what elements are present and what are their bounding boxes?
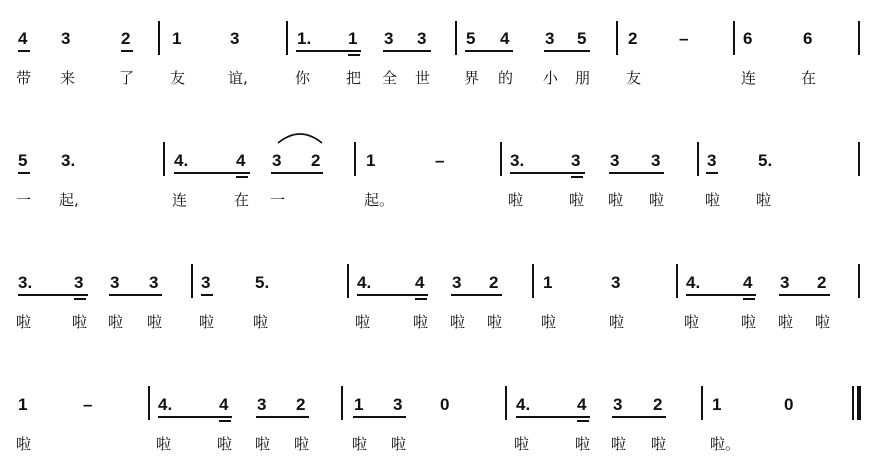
note: 3 xyxy=(110,273,120,292)
lyric: 界 xyxy=(464,69,480,87)
note: 3 xyxy=(61,29,71,48)
lyric: 啦 xyxy=(72,313,88,331)
note: 4. xyxy=(174,151,189,170)
note: 4 xyxy=(219,395,229,414)
barline xyxy=(858,21,860,55)
note: 3. xyxy=(18,273,33,292)
note: 3 xyxy=(74,273,84,292)
note: 6 xyxy=(743,29,753,48)
lyric: 啦。 xyxy=(710,435,741,453)
lyric: 啦 xyxy=(541,313,557,331)
note: 2 xyxy=(121,29,131,48)
lyric: 啦 xyxy=(651,435,667,453)
final-barline-thin xyxy=(852,386,854,420)
note: 4. xyxy=(516,395,531,414)
lyric: 了 xyxy=(119,69,135,87)
note: 3 xyxy=(613,395,623,414)
underline xyxy=(571,176,583,178)
lyric: 啦 xyxy=(684,313,700,331)
lyric: 友 xyxy=(626,69,642,87)
note: 3 xyxy=(610,151,620,170)
lyric: 啦 xyxy=(609,313,625,331)
lyric: 啦 xyxy=(514,435,530,453)
barline xyxy=(858,142,860,176)
underline xyxy=(158,416,232,418)
barline xyxy=(286,21,288,55)
note: 0 xyxy=(440,395,450,414)
lyric: 啦 xyxy=(217,435,233,453)
lyric: 啦 xyxy=(352,435,368,453)
lyric: 全 xyxy=(382,69,398,87)
underline xyxy=(609,172,664,174)
underline xyxy=(357,294,428,296)
note: 3 xyxy=(571,151,581,170)
underline xyxy=(109,294,162,296)
lyric: 啦 xyxy=(355,313,371,331)
barline xyxy=(163,142,165,176)
note: 5 xyxy=(577,29,587,48)
lyric: 啦 xyxy=(199,313,215,331)
lyric: 连 xyxy=(741,69,757,87)
underline xyxy=(510,172,585,174)
lyric: 谊, xyxy=(228,69,248,87)
note: 2 xyxy=(489,273,499,292)
underline xyxy=(296,50,361,52)
underline xyxy=(353,416,406,418)
note: 3 xyxy=(384,29,394,48)
lyric: 啦 xyxy=(450,313,466,331)
note: 2 xyxy=(817,273,827,292)
lyric: 连 xyxy=(172,191,188,209)
underline xyxy=(201,294,213,296)
note: 4 xyxy=(236,151,246,170)
lyric: 友 xyxy=(170,69,186,87)
note: 3 xyxy=(257,395,267,414)
lyric: 世 xyxy=(415,69,431,87)
lyric: 啦 xyxy=(255,435,271,453)
lyric: 一 xyxy=(270,191,286,209)
barline xyxy=(500,142,502,176)
note: – xyxy=(435,151,445,170)
barline xyxy=(701,386,703,420)
note: 1. xyxy=(297,29,312,48)
note: 3 xyxy=(393,395,403,414)
note: 4. xyxy=(686,273,701,292)
barline xyxy=(505,386,507,420)
note: 3 xyxy=(611,273,621,292)
underline xyxy=(415,298,427,300)
underline xyxy=(451,294,502,296)
note: 5 xyxy=(466,29,476,48)
note: 1 xyxy=(172,29,182,48)
underline xyxy=(18,294,88,296)
lyric: 啦 xyxy=(391,435,407,453)
underline xyxy=(465,50,513,52)
underline xyxy=(18,172,30,174)
barline xyxy=(532,264,534,298)
lyric: 把 xyxy=(346,69,362,87)
underline xyxy=(743,298,755,300)
lyric: 啦 xyxy=(413,313,429,331)
note: 3 xyxy=(452,273,462,292)
barline xyxy=(354,142,356,176)
note: 3. xyxy=(61,151,76,170)
underline xyxy=(121,50,133,52)
underline xyxy=(612,416,666,418)
barline xyxy=(697,142,699,176)
note: 5. xyxy=(255,273,270,292)
lyric: 啦 xyxy=(16,435,32,453)
note: 3 xyxy=(545,29,555,48)
note: 5 xyxy=(18,151,28,170)
note: 1 xyxy=(543,273,553,292)
underline xyxy=(174,172,250,174)
lyric: 啦 xyxy=(608,191,624,209)
barline xyxy=(733,21,735,55)
note: 3 xyxy=(272,151,282,170)
barline xyxy=(676,264,678,298)
lyric: 啦 xyxy=(815,313,831,331)
note: 6 xyxy=(803,29,813,48)
underline xyxy=(544,50,590,52)
underline xyxy=(383,50,431,52)
lyric: 啦 xyxy=(705,191,721,209)
lyric: 在 xyxy=(234,191,250,209)
note: 3 xyxy=(201,273,211,292)
note: 3 xyxy=(707,151,717,170)
underline xyxy=(348,54,360,56)
lyric: 的 xyxy=(498,69,514,87)
note: 4 xyxy=(743,273,753,292)
barline xyxy=(858,264,860,298)
note: 1 xyxy=(18,395,28,414)
lyric: 带 xyxy=(16,69,32,87)
note: 2 xyxy=(653,395,663,414)
lyric: 啦 xyxy=(741,313,757,331)
note: 2 xyxy=(296,395,306,414)
lyric: 啦 xyxy=(611,435,627,453)
note: 5. xyxy=(758,151,773,170)
lyric: 来 xyxy=(60,69,76,87)
barline xyxy=(341,386,343,420)
lyric: 啦 xyxy=(253,313,269,331)
underline xyxy=(686,294,756,296)
lyric: 啦 xyxy=(108,313,124,331)
note: 3 xyxy=(651,151,661,170)
lyric: 起。 xyxy=(364,191,395,209)
note: – xyxy=(679,29,689,48)
underline xyxy=(271,172,323,174)
barline xyxy=(148,386,150,420)
lyric: 啦 xyxy=(147,313,163,331)
underline xyxy=(706,172,718,174)
note: 3 xyxy=(780,273,790,292)
lyric: 啦 xyxy=(756,191,772,209)
underline xyxy=(18,50,30,52)
lyric: 啦 xyxy=(156,435,172,453)
note: 4 xyxy=(500,29,510,48)
note: 4. xyxy=(357,273,372,292)
note: – xyxy=(83,395,93,414)
note: 1 xyxy=(348,29,358,48)
lyric: 啦 xyxy=(16,313,32,331)
note: 3. xyxy=(510,151,525,170)
note: 4 xyxy=(18,29,28,48)
lyric: 啦 xyxy=(649,191,665,209)
underline xyxy=(219,420,231,422)
underline xyxy=(577,420,589,422)
note: 4. xyxy=(158,395,173,414)
note: 2 xyxy=(311,151,321,170)
lyric: 小 xyxy=(543,69,559,87)
underline xyxy=(779,294,830,296)
lyric: 你 xyxy=(295,69,311,87)
note: 4 xyxy=(577,395,587,414)
note: 0 xyxy=(784,395,794,414)
barline xyxy=(347,264,349,298)
lyric: 起, xyxy=(59,191,79,209)
underline xyxy=(516,416,590,418)
barline xyxy=(616,21,618,55)
note: 3 xyxy=(149,273,159,292)
note: 2 xyxy=(628,29,638,48)
lyric: 啦 xyxy=(778,313,794,331)
underline xyxy=(256,416,309,418)
barline xyxy=(455,21,457,55)
note: 3 xyxy=(417,29,427,48)
note: 1 xyxy=(712,395,722,414)
note: 4 xyxy=(415,273,425,292)
lyric: 在 xyxy=(801,69,817,87)
barline xyxy=(158,21,160,55)
lyric: 一 xyxy=(16,191,32,209)
note: 1 xyxy=(366,151,376,170)
barline xyxy=(191,264,193,298)
lyric: 啦 xyxy=(487,313,503,331)
lyric: 啦 xyxy=(294,435,310,453)
underline xyxy=(236,176,248,178)
final-barline-thick xyxy=(857,386,861,420)
note: 1 xyxy=(354,395,364,414)
lyric: 啦 xyxy=(569,191,585,209)
slur-mark xyxy=(277,130,323,144)
lyric: 啦 xyxy=(575,435,591,453)
underline xyxy=(74,298,86,300)
lyric: 朋 xyxy=(575,69,591,87)
lyric: 啦 xyxy=(508,191,524,209)
note: 3 xyxy=(230,29,240,48)
